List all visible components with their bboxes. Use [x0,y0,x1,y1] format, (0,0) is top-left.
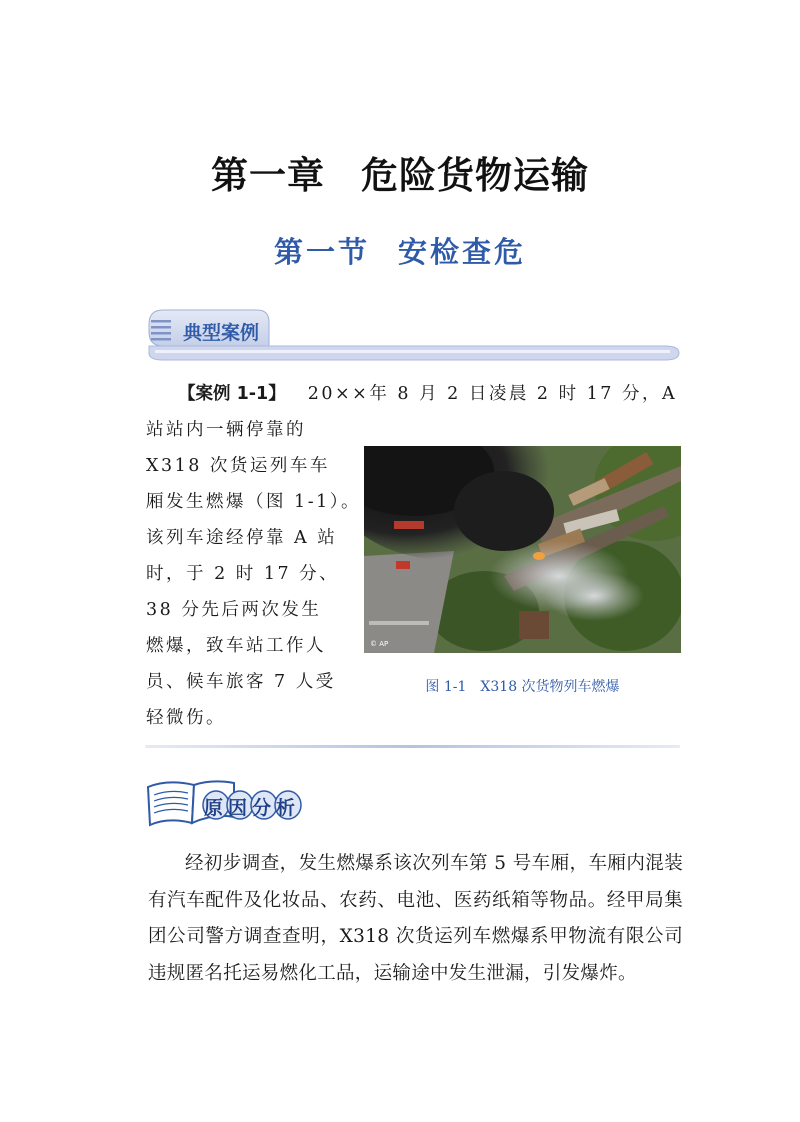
case-line: 站站内一辆停靠的 [146,420,306,440]
section-title [0,230,800,271]
case-banner-label: 典型案例 [183,322,260,344]
chapter-title [0,145,800,199]
chapter-number: 第一章 [211,153,325,197]
photo-watermark: © AP [370,640,389,648]
train-fire-photo [364,446,681,653]
case-tag: 【案例 1-1】 [178,384,286,404]
section-name: 安检查危 [398,235,527,269]
case-line: 38 分先后两次发生 [146,600,322,620]
case-line: 员、候车旅客 7 人受 [146,672,336,692]
analysis-label: 原因分析 [204,797,301,819]
case-line: 轻微伤。 [146,708,226,728]
chapter-name: 危险货物运输 [361,153,589,197]
figure-caption: 图 1-1 X318 次货物列车燃爆 [425,679,620,695]
section-number: 第一节 [273,235,370,269]
case-first-line [178,386,677,404]
case-line: 厢发生燃爆（图 1-1）。 [146,492,361,512]
analysis-paragraph: 经初步调查，发生燃爆系该次列车第 5 号车厢，车厢内混装有汽车配件及化妆品、农药、电池、医药纸箱等物品。经甲局集团公司警方调查查明，X318 次货运列车燃爆系甲物流有限公司违规匿名托运易燃化工品，运输途中发生泄漏，引发爆炸。 [148,853,683,984]
case-line: 燃爆，致车站工作人 [146,636,326,656]
section-divider [145,744,680,750]
case-banner [145,306,685,366]
analysis-heading [142,773,342,833]
case-line-0: 20××年 8 月 2 日凌晨 2 时 17 分，A [307,384,678,404]
case-line: 该列车途经停靠 A 站 [146,528,338,548]
case-line: 时，于 2 时 17 分、 [146,564,340,584]
train-fire-photo-graphic [364,446,681,653]
case-line: X318 次货运列车车 [146,456,330,476]
